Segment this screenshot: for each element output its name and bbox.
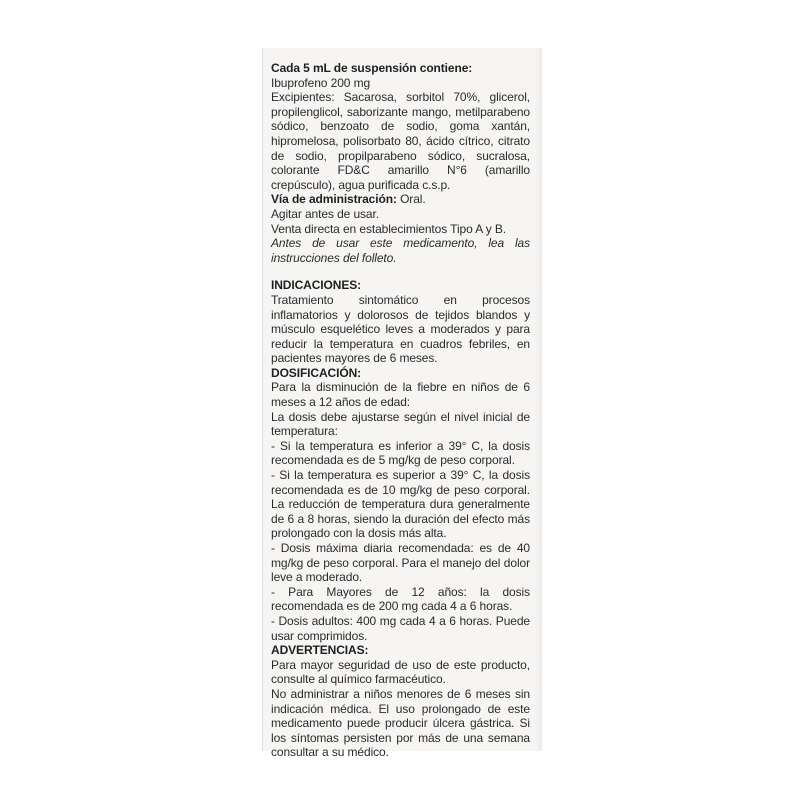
dosage-paragraph: La dosis debe ajustarse según el nivel inicial de temperatura:: [271, 409, 530, 439]
dosage-paragraph: - Para Mayores de 12 años: la dosis recomendada es de 200 mg cada 4 a 6 horas.: [271, 584, 530, 614]
administration-label: Vía de administración:: [271, 192, 397, 207]
active-ingredient: Ibuprofeno 200 mg: [271, 75, 371, 90]
composition-heading: Cada 5 mL de suspensión contiene:: [271, 61, 473, 75]
warnings-paragraph: Para mayor seguridad de uso de este producto, consulte al químico farmacéutico.: [271, 657, 530, 687]
indications-text: Tratamiento sintomático en procesos inflamatorios y dolorosos de tejidos blandos y músculo esquelético leves a moderados y para reducir la temperatura en cuadros febriles, en pacientes mayores de 6 meses.: [271, 292, 530, 366]
sale-condition: Venta directa en establecimientos Tipo A y B.: [271, 221, 506, 236]
warnings-paragraph: No administrar a niños menores de 6 meses sin indicación médica. El uso prolongado de este medicamento puede producir úlcera gástrica. Si los síntomas persisten por más de una semana consultar a su médico.: [271, 686, 530, 760]
dosage-paragraph: - Dosis máxima diaria recomendada: es de 40 mg/kg de peso corporal. Para el manejo del dolor leve a moderado.: [271, 541, 530, 585]
section-gap: [271, 265, 530, 278]
excipients-text: Excipientes: Sacarosa, sorbitol 70%, glicerol, propilenglicol, saborizante mango, metilparabeno sódico, benzoato de sodio, goma xantán, hipromelosa, polisorbato 80, ácido cítrico, citrato de sodio, propilparabeno sódico, sucralosa, colorante FD&C amarillo N°6 (amarillo crepúsculo), agua purificada c.s.p.: [271, 90, 530, 192]
package-label-text: [271, 61, 530, 760]
warnings-heading: ADVERTENCIAS:: [271, 643, 369, 658]
shake-instruction: Agitar antes de usar.: [271, 206, 379, 221]
dosage-paragraph: - Si la temperatura es inferior a 39° C, la dosis recomendada es de 5 mg/kg de peso corporal.: [271, 438, 530, 468]
dosage-paragraph: - Si la temperatura es superior a 39° C, la dosis recomendada es de 10 mg/kg de peso corporal. La reducción de temperatura dura generalmente de 6 a 8 horas, siendo la duración del efecto más prolongado con la dosis más alta.: [271, 468, 530, 541]
dosage-paragraph: - Dosis adultos: 400 mg cada 4 a 6 horas. Puede usar comprimidos.: [271, 613, 530, 643]
administration-line: [271, 192, 530, 207]
dosage-paragraph: Para la disminución de la fiebre en niños de 6 meses a 12 años de edad:: [271, 380, 530, 410]
dosage-heading: DOSIFICACIÓN:: [271, 365, 362, 380]
indications-heading: INDICACIONES:: [271, 278, 362, 293]
administration-value: Oral.: [396, 192, 426, 207]
leaflet-note: Antes de usar este medicamento, lea las instrucciones del folleto.: [271, 236, 530, 265]
